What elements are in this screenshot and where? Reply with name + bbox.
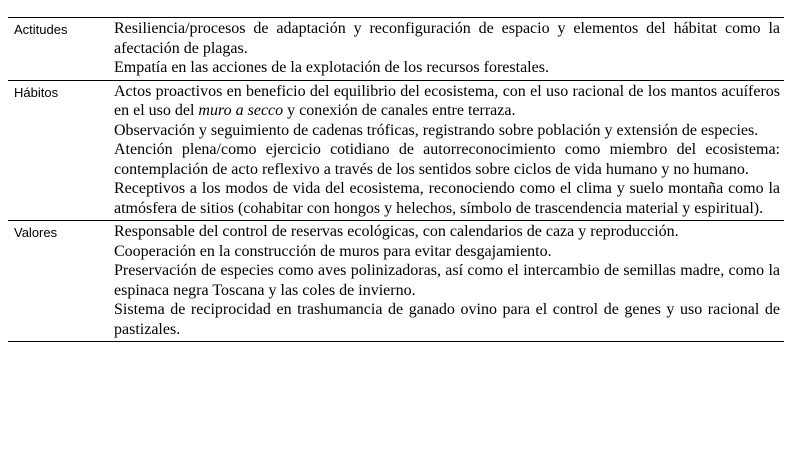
paragraph: Responsable del control de reservas ecológicas, con calendarios de caza y reproducción. — [114, 223, 679, 240]
paragraph: Actos proactivos en beneficio del equilibrio del ecosistema, con el uso racional de los mantos acuíferos en el uso del muro a secco y conexión de canales entre terraza. — [114, 82, 780, 119]
row-content-actitudes — [114, 18, 784, 81]
paragraph: Cooperación en la construcción de muros para evitar desgajamiento. — [114, 242, 552, 260]
paragraph: Atención plena/como ejercicio cotidiano de autorreconocimiento como miembro del ecosistema: contemplación de acto reflexivo a través de los sentidos sobre ciclos de vida humano y no humano. — [114, 141, 780, 178]
italic-term: muro a secco — [198, 102, 284, 119]
paragraph: Empatía en las acciones de la explotación de los recursos forestales. — [114, 59, 549, 76]
paragraph: Resiliencia/procesos de adaptación y reconfiguración de espacio y elementos del hábitat como la afectación de plagas. — [114, 20, 780, 57]
row-content-valores — [114, 221, 784, 342]
row-label-actitudes: Actitudes — [8, 18, 114, 81]
row-label-habitos: Hábitos — [8, 80, 114, 221]
row-content-habitos — [114, 80, 784, 221]
table-row-habitos — [8, 80, 784, 221]
table-row-valores — [8, 221, 784, 342]
values-table — [8, 17, 784, 342]
table-row-actitudes — [8, 18, 784, 81]
paragraph: Preservación de especies como aves polinizadoras, así como el intercambio de semillas madre, como la espinaca negra Toscana y las coles de invierno. — [114, 262, 780, 299]
paragraph: Observación y seguimiento de cadenas tróficas, registrando sobre población y extensión de especies. — [114, 121, 759, 139]
paragraph: Sistema de reciprocidad en trashumancia de ganado ovino para el control de genes y uso racional de pastizales. — [114, 301, 780, 338]
row-label-valores: Valores — [8, 221, 114, 342]
paragraph: Receptivos a los modos de vida del ecosistema, reconociendo como el clima y suelo montaña como la atmósfera de sitios (cohabitar con hongos y helechos, símbolo de trascendencia material y espiritual). — [114, 180, 780, 217]
